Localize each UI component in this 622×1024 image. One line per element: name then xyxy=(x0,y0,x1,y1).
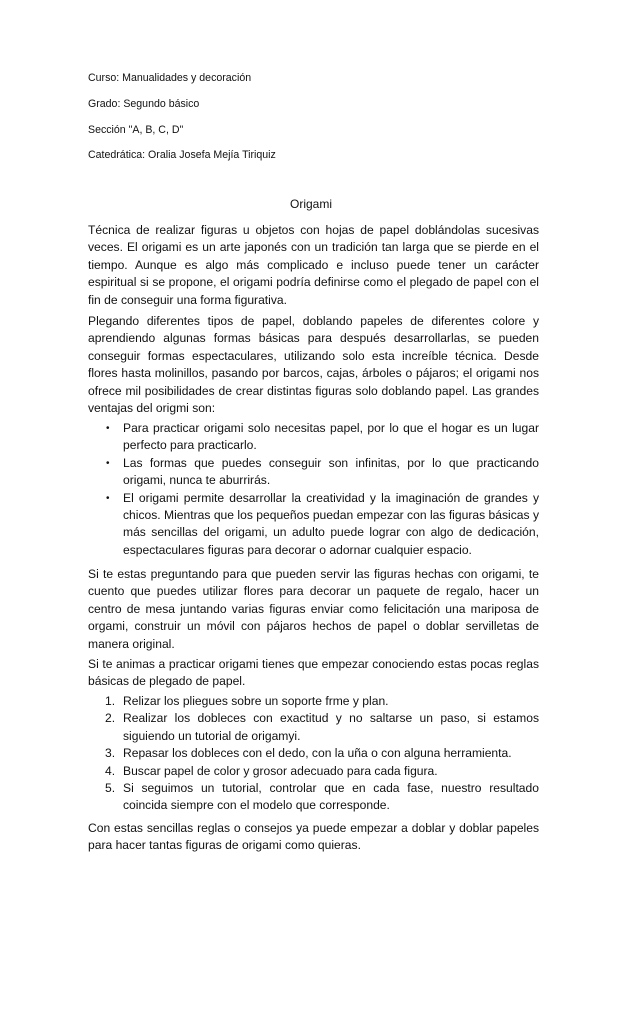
teacher-line: Catedrática: Oralia Josefa Mejía Tiriquiz xyxy=(88,149,276,161)
list-item xyxy=(88,420,539,455)
paragraph-closing: Con estas sencillas reglas o consejos ya puede empezar a doblar y doblar papeles para hacer tantas figuras de origami como quieras. xyxy=(88,821,539,853)
list-number: 4. xyxy=(105,763,116,778)
paragraph-rules-intro: Si te animas a practicar origami tienes que empezar conociendo estas pocas reglas básicas de plegado de papel. xyxy=(88,657,539,689)
list-item xyxy=(88,710,539,745)
list-item xyxy=(88,693,539,710)
list-item xyxy=(88,490,539,560)
section-line: Sección "A, B, C, D" xyxy=(88,124,184,136)
list-item-text: Relizar los pliegues sobre un soporte frme y plan. xyxy=(123,694,389,708)
list-item xyxy=(88,780,539,815)
paragraph-intro: Técnica de realizar figuras u objetos con hojas de papel doblándolas sucesivas veces. El origami es un arte japonés con un tradición tan larga que se pierde en el tiempo. Aunque es algo más complicado e incluso puede tener un carácter espiritual si se propone, el origami podría definirse como el plegado de papel con el fin de conseguir una forma figurativa. xyxy=(88,223,539,307)
list-item-text: Repasar los dobleces con el dedo, con la uña o con alguna herramienta. xyxy=(123,746,512,761)
list-number: 2. xyxy=(105,711,116,726)
list-item-text: Las formas que puedes conseguir son infinitas, por lo que practicando origami, nunca te aburrirás. xyxy=(123,455,539,488)
list-item xyxy=(88,763,539,780)
list-item-text: Si seguimos un tutorial, controlar que en cada fase, nuestro resultado coincida siempre con el modelo que corresponde. xyxy=(123,781,539,813)
paragraph-uses: Si te estas preguntando para que pueden servir las figuras hechas con origami, te cuento que puedes utilizar flores para decorar un paquete de regalo, hacer un centro de mesa juntando varias figuras enviar como felicitación una mariposa de orgami, construir un móvil con pájaros hechos de papel o doblar servilletas de manera original. xyxy=(88,567,539,651)
list-number: 3. xyxy=(105,746,116,761)
bullet-marker: • xyxy=(106,492,110,504)
course-line: Curso: Manualidades y decoración xyxy=(88,72,252,84)
paragraph-techniques: Plegando diferentes tipos de papel, doblando papeles de diferentes colore y aprendiendo algunas formas básicas para después desarrollarlas, se pueden conseguir formas espectaculares, utilizando solo esta increíble técnica. Desde flores hasta molinillos, pasando por barcos, cajas, árboles o pájaros; el origami nos ofrece mil posibilidades de crear distintas figuras solo doblando papel. Las grandes ventajas del origmi son: xyxy=(88,314,539,416)
advantages-list xyxy=(88,420,539,559)
list-number: 1. xyxy=(105,694,116,708)
list-item-text: Para practicar origami solo necesitas papel, por lo que el hogar es un lugar perfecto para practicarlo. xyxy=(123,421,539,453)
list-item-text: Buscar papel de color y grosor adecuado para cada figura. xyxy=(123,763,438,778)
document-title: Origami xyxy=(289,197,332,211)
list-item-text: Realizar los dobleces con exactitud y no saltarse un paso, si estamos siguiendo un tutorial de origamyi. xyxy=(123,711,539,743)
bullet-marker: • xyxy=(106,423,110,434)
list-number: 5. xyxy=(105,781,116,796)
list-item xyxy=(88,455,539,490)
list-item-text: El origami permite desarrollar la creatividad y la imaginación de grandes y chicos. Mientras que los pequeños puedan empezar con las figuras básicas y más sencillas del origami, un adulto puede lograr con algo de dedicación, espectaculares figuras para decorar o adornar cualquier espacio. xyxy=(123,490,539,557)
grade-line: Grado: Segundo básico xyxy=(88,98,200,110)
bullet-marker: • xyxy=(106,457,110,469)
list-item xyxy=(88,745,539,762)
rules-list xyxy=(88,693,539,815)
